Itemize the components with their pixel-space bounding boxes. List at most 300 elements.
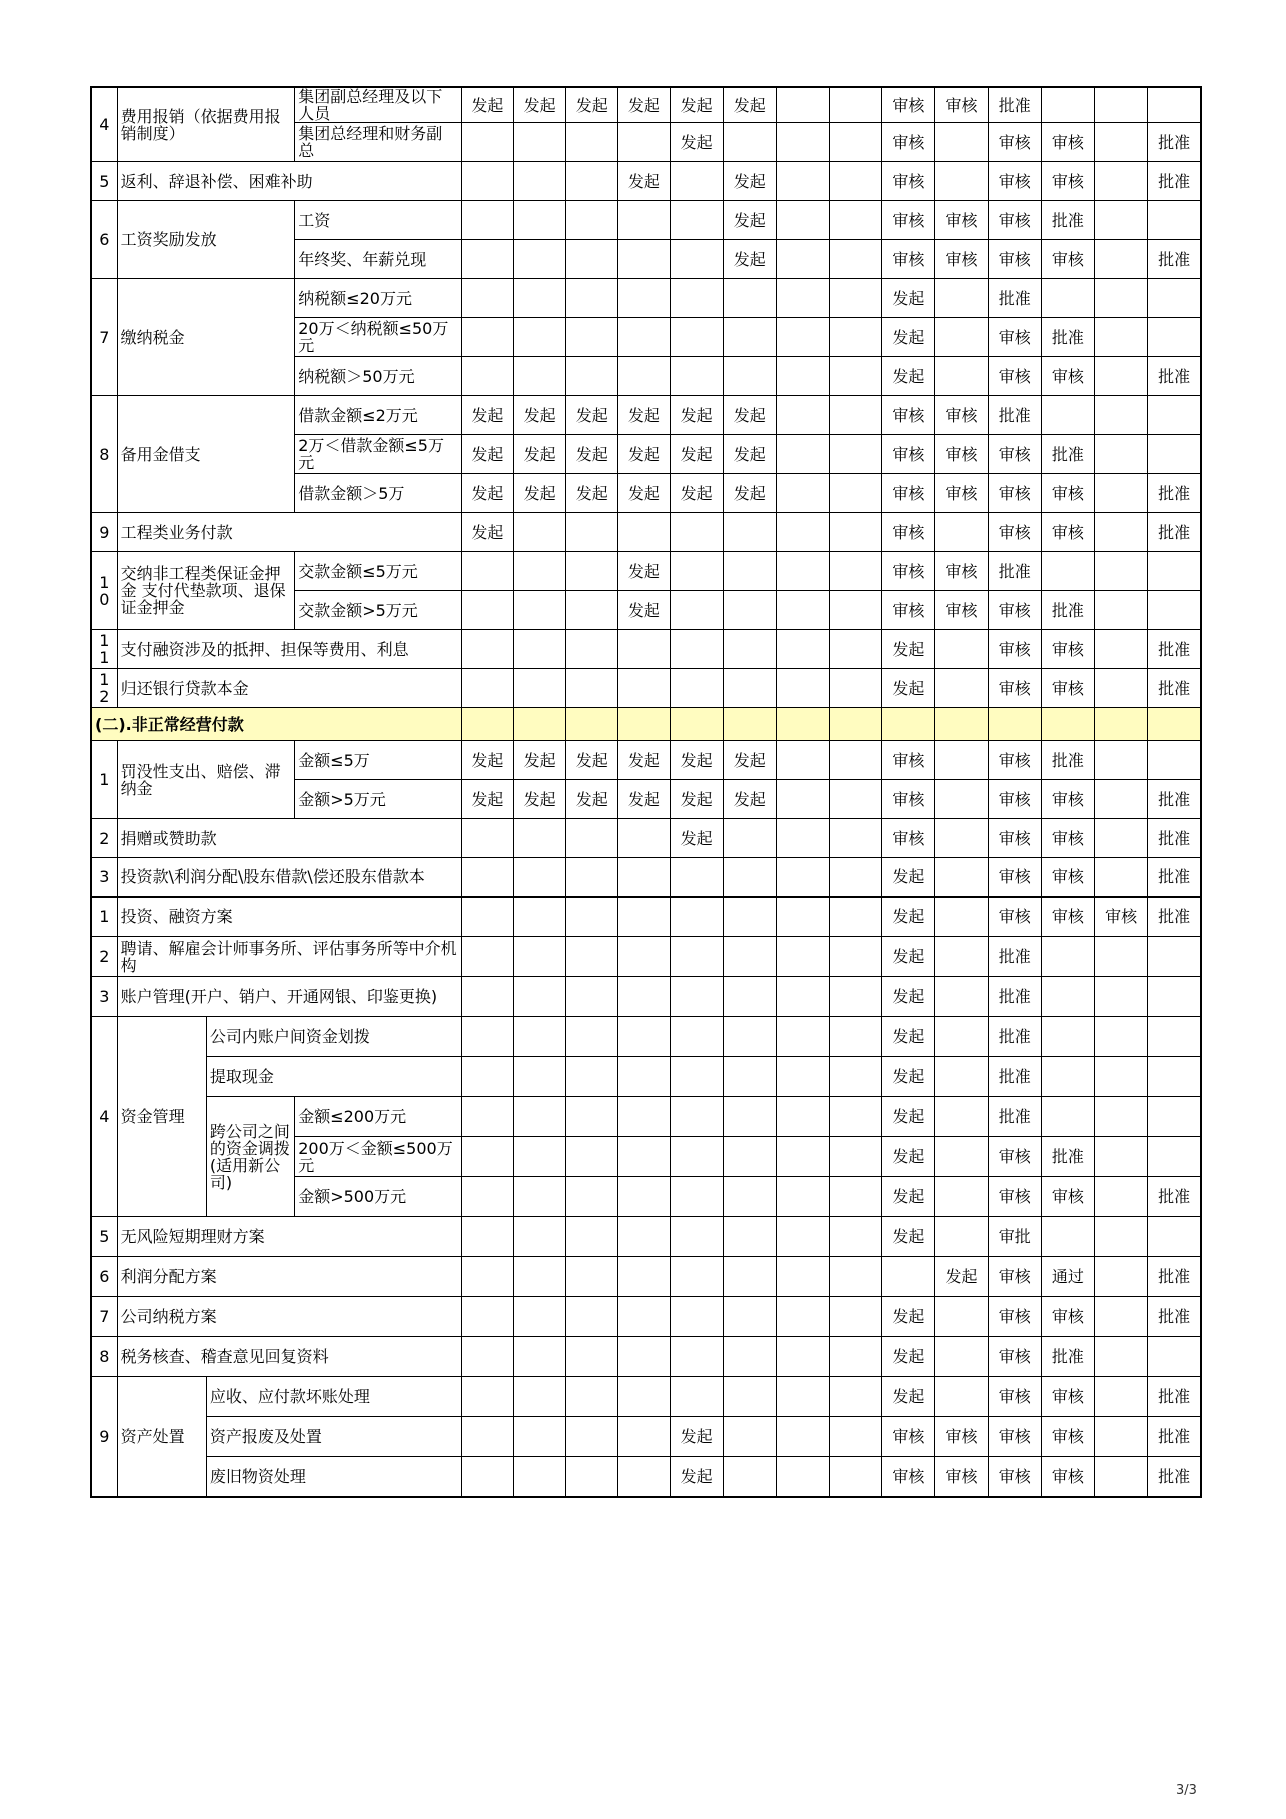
approval-cell: 审核	[988, 201, 1041, 240]
approval-cell	[776, 1377, 829, 1417]
approval-cell: 批准	[988, 1017, 1041, 1057]
approval-cell	[935, 741, 988, 780]
approval-cell: 审核	[882, 741, 935, 780]
approval-cell: 审核	[1041, 240, 1094, 279]
approval-cell	[723, 1457, 776, 1497]
approval-cell	[566, 858, 618, 897]
table-row	[91, 1257, 1201, 1297]
approval-cell	[830, 1097, 882, 1137]
approval-cell	[1094, 741, 1147, 780]
approval-cell	[513, 630, 565, 669]
table-cell	[723, 708, 776, 741]
approval-cell: 发起	[723, 780, 776, 819]
approval-cell	[670, 552, 723, 591]
row-number: 12	[91, 669, 117, 708]
row-label: 投资款\利润分配\股东借款\偿还股东借款本	[117, 858, 461, 897]
approval-cell: 发起	[513, 396, 565, 435]
approval-cell: 审核	[1041, 858, 1094, 897]
approval-cell: 发起	[461, 513, 513, 552]
row-number: 5	[91, 162, 117, 201]
approval-cell	[513, 318, 565, 357]
row-label: 工程类业务付款	[117, 513, 461, 552]
table-row	[91, 552, 1201, 591]
row-label: 聘请、解雇会计师事务所、评估事务所等中介机构	[117, 937, 461, 977]
approval-cell	[566, 201, 618, 240]
table-row	[91, 1337, 1201, 1377]
approval-cell	[566, 977, 618, 1017]
approval-cell	[830, 1457, 882, 1497]
table-row	[91, 201, 1201, 240]
approval-cell	[618, 1137, 670, 1177]
approval-cell: 审核	[1041, 630, 1094, 669]
approval-cell	[566, 318, 618, 357]
approval-cell	[1094, 1297, 1147, 1337]
approval-cell	[776, 279, 829, 318]
approval-cell	[776, 1257, 829, 1297]
row-label: 应收、应付款坏账处理	[206, 1377, 461, 1417]
approval-cell	[461, 162, 513, 201]
approval-cell	[1094, 1457, 1147, 1497]
approval-cell	[723, 630, 776, 669]
approval-cell	[513, 1257, 565, 1297]
approval-cell: 审核	[988, 1377, 1041, 1417]
approval-cell	[461, 240, 513, 279]
approval-cell: 批准	[1148, 669, 1201, 708]
row-label: 工资奖励发放	[117, 201, 295, 279]
approval-cell	[935, 357, 988, 396]
approval-cell	[830, 977, 882, 1017]
approval-cell: 审核	[988, 240, 1041, 279]
approval-cell: 审核	[988, 1177, 1041, 1217]
approval-cell: 批准	[988, 87, 1041, 123]
approval-cell: 发起	[723, 741, 776, 780]
approval-cell: 发起	[670, 741, 723, 780]
approval-cell	[776, 513, 829, 552]
approval-cell	[776, 1417, 829, 1457]
row-label: 纳税额＞50万元	[295, 357, 462, 396]
approval-cell	[1094, 1177, 1147, 1217]
approval-cell: 发起	[566, 780, 618, 819]
approval-cell	[566, 1217, 618, 1257]
approval-cell	[830, 1337, 882, 1377]
approval-cell: 批准	[988, 279, 1041, 318]
approval-cell: 发起	[618, 87, 670, 123]
approval-cell	[1041, 87, 1094, 123]
approval-cell	[670, 1257, 723, 1297]
approval-cell	[1094, 357, 1147, 396]
approval-cell	[1094, 1097, 1147, 1137]
approval-cell	[1094, 513, 1147, 552]
approval-cell	[776, 87, 829, 123]
table-row	[91, 87, 1201, 123]
approval-cell: 发起	[882, 1017, 935, 1057]
approval-cell	[1041, 1017, 1094, 1057]
approval-cell	[723, 357, 776, 396]
approval-cell: 审核	[935, 591, 988, 630]
approval-cell	[935, 513, 988, 552]
approval-cell	[1148, 279, 1201, 318]
row-number: 1	[91, 741, 117, 819]
approval-cell	[461, 897, 513, 937]
approval-cell	[776, 977, 829, 1017]
approval-cell	[618, 318, 670, 357]
approval-cell: 发起	[882, 1057, 935, 1097]
approval-cell: 发起	[618, 435, 670, 474]
approval-cell	[513, 819, 565, 858]
approval-cell	[461, 669, 513, 708]
approval-cell	[618, 123, 670, 162]
approval-cell	[618, 1257, 670, 1297]
row-label: 金额>5万元	[295, 780, 462, 819]
approval-cell	[670, 937, 723, 977]
approval-cell	[513, 1217, 565, 1257]
approval-cell: 审核	[935, 1457, 988, 1497]
table-row	[91, 513, 1201, 552]
approval-cell: 审核	[935, 201, 988, 240]
approval-cell: 发起	[882, 318, 935, 357]
approval-cell	[670, 1377, 723, 1417]
approval-cell: 批准	[1148, 123, 1201, 162]
approval-cell: 发起	[513, 780, 565, 819]
approval-cell	[776, 240, 829, 279]
approval-cell	[670, 1297, 723, 1337]
approval-cell	[670, 240, 723, 279]
approval-cell: 审核	[882, 162, 935, 201]
approval-cell	[1041, 552, 1094, 591]
row-number: 6	[91, 1257, 117, 1297]
approval-cell	[1094, 1217, 1147, 1257]
approval-cell: 发起	[670, 87, 723, 123]
approval-cell: 审核	[935, 240, 988, 279]
approval-cell: 发起	[723, 396, 776, 435]
table-row	[91, 630, 1201, 669]
approval-cell: 批准	[1041, 1337, 1094, 1377]
approval-cell	[723, 1257, 776, 1297]
approval-cell	[1094, 1417, 1147, 1457]
approval-cell	[1094, 1257, 1147, 1297]
approval-cell: 发起	[670, 435, 723, 474]
approval-cell	[1094, 552, 1147, 591]
row-number: 2	[91, 819, 117, 858]
approval-cell	[882, 1257, 935, 1297]
approval-cell: 审核	[988, 819, 1041, 858]
approval-cell	[723, 819, 776, 858]
approval-cell: 发起	[723, 162, 776, 201]
approval-cell	[566, 669, 618, 708]
approval-cell	[1041, 1097, 1094, 1137]
approval-cell	[723, 1057, 776, 1097]
approval-cell: 批准	[1041, 318, 1094, 357]
approval-cell: 批准	[988, 1097, 1041, 1137]
approval-cell	[830, 819, 882, 858]
approval-cell	[513, 162, 565, 201]
row-label: 200万＜金额≤500万元	[295, 1137, 462, 1177]
approval-cell: 审核	[882, 123, 935, 162]
approval-cell: 审核	[988, 474, 1041, 513]
row-label: 罚没性支出、赔偿、滞纳金	[117, 741, 295, 819]
approval-cell	[830, 279, 882, 318]
approval-cell: 发起	[882, 630, 935, 669]
approval-cell	[618, 1297, 670, 1337]
approval-cell: 审核	[1041, 357, 1094, 396]
row-label: 公司纳税方案	[117, 1297, 461, 1337]
approval-cell	[830, 1217, 882, 1257]
approval-cell: 发起	[618, 396, 670, 435]
approval-cell	[776, 435, 829, 474]
row-label: 返利、辞退补偿、困难补助	[117, 162, 461, 201]
approval-cell	[461, 591, 513, 630]
table-row	[91, 1097, 1201, 1137]
approval-cell	[776, 201, 829, 240]
row-number: 9	[91, 513, 117, 552]
approval-cell	[1094, 201, 1147, 240]
approval-cell: 批准	[1041, 741, 1094, 780]
row-label: 废旧物资处理	[206, 1457, 461, 1497]
approval-cell: 发起	[882, 1337, 935, 1377]
approval-cell	[830, 1017, 882, 1057]
approval-cell	[1041, 977, 1094, 1017]
approval-cell	[618, 279, 670, 318]
approval-cell	[830, 513, 882, 552]
approval-cell: 批准	[1148, 819, 1201, 858]
row-label: 费用报销（依据费用报销制度）	[117, 87, 295, 162]
approval-cell	[1094, 630, 1147, 669]
row-number: 3	[91, 858, 117, 897]
approval-cell	[776, 1217, 829, 1257]
approval-cell	[566, 123, 618, 162]
approval-cell: 审核	[1041, 123, 1094, 162]
approval-cell	[566, 1337, 618, 1377]
approval-cell	[830, 87, 882, 123]
approval-cell	[723, 937, 776, 977]
approval-cell	[830, 669, 882, 708]
row-number: 6	[91, 201, 117, 279]
approval-cell	[513, 201, 565, 240]
approval-cell	[461, 1017, 513, 1057]
approval-cell	[830, 1417, 882, 1457]
approval-cell: 审核	[988, 123, 1041, 162]
approval-cell: 审核	[1041, 669, 1094, 708]
approval-cell	[935, 1137, 988, 1177]
approval-cell: 发起	[882, 279, 935, 318]
approval-cell	[1148, 1217, 1201, 1257]
approval-cell	[776, 1137, 829, 1177]
approval-cell	[670, 513, 723, 552]
row-label: 纳税额≤20万元	[295, 279, 462, 318]
approval-cell: 审核	[1041, 780, 1094, 819]
approval-cell	[513, 858, 565, 897]
approval-cell	[513, 357, 565, 396]
table-cell	[670, 708, 723, 741]
approval-cell	[723, 858, 776, 897]
approval-cell: 批准	[988, 937, 1041, 977]
approval-cell	[935, 897, 988, 937]
approval-cell	[1148, 741, 1201, 780]
approval-cell: 审核	[935, 552, 988, 591]
approval-cell	[776, 858, 829, 897]
approval-cell: 批准	[1148, 630, 1201, 669]
approval-cell	[461, 1177, 513, 1217]
table-row	[91, 819, 1201, 858]
approval-cell: 发起	[670, 819, 723, 858]
approval-cell: 批准	[1148, 1457, 1201, 1497]
approval-cell	[670, 1217, 723, 1257]
approval-cell: 批准	[1041, 1137, 1094, 1177]
approval-cell: 审核	[1041, 474, 1094, 513]
approval-cell	[618, 357, 670, 396]
approval-cell	[776, 1017, 829, 1057]
approval-cell	[776, 669, 829, 708]
approval-cell: 发起	[618, 552, 670, 591]
approval-cell	[935, 1217, 988, 1257]
approval-cell: 发起	[513, 435, 565, 474]
approval-cell	[461, 279, 513, 318]
approval-cell: 发起	[461, 87, 513, 123]
approval-cell: 审核	[882, 513, 935, 552]
approval-cell	[461, 819, 513, 858]
approval-cell: 发起	[882, 669, 935, 708]
table-cell	[1041, 708, 1094, 741]
approval-cell	[618, 1457, 670, 1497]
approval-cell: 发起	[566, 741, 618, 780]
row-label: 公司内账户间资金划拨	[206, 1017, 461, 1057]
approval-cell	[461, 1257, 513, 1297]
approval-cell: 批准	[988, 977, 1041, 1017]
section-header: (二).非正常经营付款	[91, 708, 461, 741]
approval-cell	[513, 1297, 565, 1337]
approval-cell	[830, 1137, 882, 1177]
approval-cell: 发起	[513, 87, 565, 123]
approval-cell	[513, 1457, 565, 1497]
approval-cell	[1094, 780, 1147, 819]
approval-cell	[776, 123, 829, 162]
approval-cell	[1148, 1137, 1201, 1177]
approval-cell	[935, 937, 988, 977]
approval-cell	[513, 1097, 565, 1137]
approval-cell: 批准	[1041, 201, 1094, 240]
approval-cell	[935, 977, 988, 1017]
approval-cell	[1094, 474, 1147, 513]
approval-cell	[670, 591, 723, 630]
approval-cell	[830, 1177, 882, 1217]
approval-cell: 发起	[670, 780, 723, 819]
approval-cell	[461, 357, 513, 396]
approval-cell: 批准	[988, 396, 1041, 435]
approval-cell: 发起	[882, 1377, 935, 1417]
approval-cell: 审核	[935, 1417, 988, 1457]
approval-cell: 审核	[988, 741, 1041, 780]
table-cell	[513, 708, 565, 741]
approval-cell	[830, 780, 882, 819]
approval-cell	[1094, 858, 1147, 897]
approval-cell: 批准	[1148, 162, 1201, 201]
approval-cell	[618, 1337, 670, 1377]
approval-cell: 发起	[461, 474, 513, 513]
approval-cell	[1148, 1337, 1201, 1377]
approval-cell: 批准	[1148, 780, 1201, 819]
approval-cell	[1094, 1377, 1147, 1417]
approval-cell: 通过	[1041, 1257, 1094, 1297]
approval-cell	[566, 513, 618, 552]
approval-cell	[935, 1017, 988, 1057]
approval-cell: 发起	[882, 1177, 935, 1217]
approval-cell	[723, 1097, 776, 1137]
row-label: 备用金借支	[117, 396, 295, 513]
approval-cell	[723, 1217, 776, 1257]
section-header-row	[91, 708, 1201, 741]
row-label: 无风险短期理财方案	[117, 1217, 461, 1257]
approval-cell: 审核	[988, 1297, 1041, 1337]
approval-cell	[566, 1257, 618, 1297]
row-label: 支付融资涉及的抵押、担保等费用、利息	[117, 630, 461, 669]
approval-cell	[1094, 435, 1147, 474]
approval-cell	[513, 1017, 565, 1057]
table-row	[91, 977, 1201, 1017]
approval-cell	[670, 1097, 723, 1137]
approval-cell	[935, 1177, 988, 1217]
approval-cell	[723, 1177, 776, 1217]
approval-cell: 发起	[461, 741, 513, 780]
approval-cell	[670, 1057, 723, 1097]
approval-cell	[776, 897, 829, 937]
approval-cell	[1094, 1137, 1147, 1177]
approval-cell	[935, 162, 988, 201]
approval-cell: 发起	[723, 240, 776, 279]
table-cell	[461, 708, 513, 741]
approval-cell: 发起	[882, 1137, 935, 1177]
table-cell	[1094, 708, 1147, 741]
approval-cell: 发起	[513, 474, 565, 513]
approval-cell	[830, 201, 882, 240]
approval-cell	[776, 1297, 829, 1337]
approval-cell	[618, 513, 670, 552]
approval-cell: 审核	[988, 630, 1041, 669]
row-number: 7	[91, 279, 117, 396]
row-label: 金额≤200万元	[295, 1097, 462, 1137]
table-row	[91, 897, 1201, 937]
approval-cell	[566, 1417, 618, 1457]
approval-cell	[670, 1017, 723, 1057]
approval-cell	[1148, 1097, 1201, 1137]
approval-cell: 发起	[882, 1097, 935, 1137]
row-label: 归还银行贷款本金	[117, 669, 461, 708]
approval-cell: 批准	[1148, 858, 1201, 897]
approval-cell: 审核	[882, 87, 935, 123]
approval-cell	[513, 1417, 565, 1457]
approval-cell: 审核	[988, 1417, 1041, 1457]
approval-cell	[461, 977, 513, 1017]
table-cell	[988, 708, 1041, 741]
approval-cell: 审核	[1041, 513, 1094, 552]
approval-cell	[830, 630, 882, 669]
approval-cell: 审核	[935, 474, 988, 513]
approval-cell	[776, 1097, 829, 1137]
approval-cell	[670, 318, 723, 357]
approval-cell	[618, 1097, 670, 1137]
table-row	[91, 858, 1201, 897]
row-label: 借款金额≤2万元	[295, 396, 462, 435]
approval-cell	[513, 669, 565, 708]
approval-cell	[776, 318, 829, 357]
approval-cell: 审核	[935, 435, 988, 474]
approval-cell	[776, 819, 829, 858]
approval-cell	[513, 937, 565, 977]
approval-cell	[776, 1457, 829, 1497]
row-label: 缴纳税金	[117, 279, 295, 396]
approval-cell: 发起	[566, 87, 618, 123]
approval-cell: 审核	[1041, 1177, 1094, 1217]
approval-cell: 审核	[882, 1417, 935, 1457]
